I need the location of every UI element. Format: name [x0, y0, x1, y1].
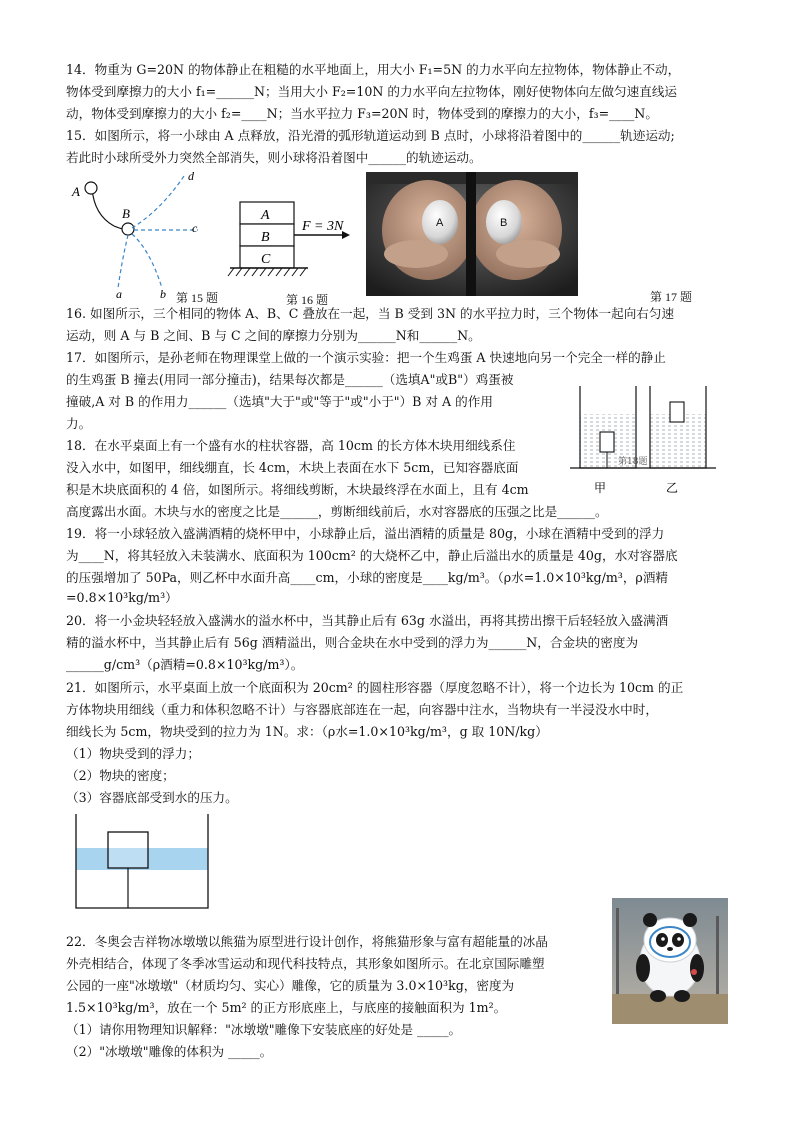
q22-sub-2: （2）"冰墩墩"雕像的体积为 _____。 — [66, 1044, 273, 1059]
q14-line-1: 14．物重为 G=20N 的物体静止在粗糙的水平地面上，用大小 F₁=5N 的力水平向左拉物体，物体静止不动， — [66, 62, 681, 77]
q16-line-2: 运动，则 A 与 B 之间、B 与 C 之间的摩擦力分别为______N和______N。 — [66, 328, 481, 343]
q19-line-4: =0.8×10³kg/m³） — [66, 590, 178, 605]
fig15-label-B: B — [122, 206, 130, 221]
q20-line-1: 20．将一小金块轻轻放入盛满水的溢水杯中，当其静止后有 63g 水溢出，再将其捞出擦干后轻轻放入盛满酒 — [66, 613, 669, 628]
fig17-egg-A-label: A — [436, 217, 444, 229]
fig16-block-A: A — [261, 208, 270, 223]
fig17-egg-B-label: B — [500, 217, 508, 229]
fig18-label-yi: 乙 — [666, 481, 679, 495]
q21-line-1: 21．如图所示，水平桌面上放一个底面积为 20cm² 的圆柱形容器（厚度忽略不计），将一个边长为 10cm 的正 — [66, 680, 684, 695]
q17-line-1: 17．如图所示，是孙老师在物理课堂上做的一个演示实验：把一个生鸡蛋 A 快速地向另一个完全一样的静止 — [66, 350, 666, 365]
q17-line-2: 的生鸡蛋 B 撞去(用同一部分撞击)，结果每次都是______（选填A"或B"）鸡蛋被 — [66, 372, 514, 387]
q22-line-4: 1.5×10³kg/m³，放在一个 5m² 的正方形底座上，与底座的接触面积为 1m²。 — [66, 1000, 507, 1015]
q18-line-4: 高度露出水面。木块与水的密度之比是______，剪断细线前后，水对容器底的压强之比是______。 — [66, 504, 608, 519]
fig15-trajectory-diagram — [66, 170, 226, 305]
q18-line-3: 积是木块底面积的 4 倍，如图所示。将细线剪断，木块最终浮在水面上，且有 4cm — [66, 482, 529, 497]
fig15-label-A: A — [72, 184, 80, 199]
q21-line-3: 细线长为 5cm，物块受到的拉力为 1N。求：（ρ水=1.0×10³kg/m³，g 取 10N/kg） — [66, 724, 548, 739]
q19-line-1: 19．将一小球轻放入盛满酒精的烧杯甲中，小球静止后，溢出酒精的质量是 80g，小球在酒精中受到的浮力 — [66, 526, 665, 541]
q18-line-1: 18．在水平桌面上有一个盛有水的柱状容器，高 10cm 的长方体木块用细线系住 — [66, 438, 516, 453]
q21-sub-2: （2）物块的密度； — [66, 768, 175, 783]
q19-line-2: 为____N，将其轻放入未装满水、底面积为 100cm² 的大烧杯乙中，静止后溢出水的质量是 40g，水对容器底 — [66, 548, 678, 563]
fig16-stacked-blocks-diagram — [224, 196, 364, 294]
q18-line-2: 没入水中，如图甲，细线绷直，长 4cm，木块上表面在水下 5cm，已知容器底面 — [66, 460, 519, 475]
q22-line-1: 22．冬奥会吉祥物冰墩墩以熊猫为原型进行设计创作，将熊猫形象与富有超能量的冰晶 — [66, 934, 548, 949]
q15-line-2: 若此时小球所受外力突然全部消失，则小球将沿着图中______的轨迹运动。 — [66, 150, 482, 165]
q22-line-3: 公园的一座"冰墩墩"（材质均匀、实心）雕像，它的质量为 3.0×10³kg，密度为 — [66, 978, 515, 993]
fig21-cube-in-container-diagram — [72, 810, 212, 912]
q20-line-3: ______g/cm³（ρ酒精=0.8×10³kg/m³）。 — [66, 657, 304, 672]
fig17-egg-collision-photo — [366, 172, 578, 296]
q22-sub-1: （1）请你用物理知识解释："冰墩墩"雕像下安装底座的好处是 _____。 — [66, 1022, 462, 1037]
fig16-force-label: F = 3N — [302, 219, 344, 234]
q15-line-1: 15．如图所示，将一小球由 A 点释放，沿光滑的弧形轨道运动到 B 点时，小球将沿着图中的______轨迹运动; — [66, 128, 675, 143]
fig22-mascot-sculpture-photo — [612, 898, 728, 1024]
fig16-block-B: B — [261, 230, 270, 245]
q22-line-2: 外壳相结合，体现了冬季冰雪运动和现代科技特点，其形象如图所示。在北京国际雕塑 — [66, 956, 545, 971]
fig16-caption: 第 16 题 — [286, 293, 329, 307]
q20-line-2: 精的溢水杯中，当其静止后有 56g 酒精溢出，则合金块在水中受到的浮力为______N，合金块的密度为 — [66, 635, 639, 650]
fig16-block-C: C — [261, 252, 271, 267]
q17-line-4: 力。 — [66, 416, 92, 431]
fig15-label-d: d — [188, 170, 194, 183]
fig18-container-diagram — [566, 384, 726, 502]
q21-sub-1: （1）物块受到的浮力； — [66, 746, 200, 761]
q14-line-3: 动，物体受到摩擦力的大小 f₂=____N；当水平拉力 F₃=20N 时，物体受到的摩擦力的大小，f₃=____N。 — [66, 106, 658, 121]
fig18-label-jia: 甲 — [594, 481, 607, 495]
fig15-label-b: b — [160, 287, 166, 301]
fig17-caption: 第 17 题 — [650, 290, 693, 304]
fig18-overlap-caption: 第18题 — [618, 457, 648, 467]
q16-line-1: 16. 如图所示，三个相同的物体 A、B、C 叠放在一起，当 B 受到 3N 的水平拉力时，三个物体一起向右匀速 — [66, 306, 675, 321]
fig15-caption: 第 15 题 — [176, 291, 219, 305]
q19-line-3: 的压强增加了 50Pa，则乙杯中水面升高____cm，小球的密度是____kg/m³。（ρ水=1.0×10³kg/m³，ρ酒精 — [66, 570, 669, 585]
q14-line-2: 物体受到摩擦力的大小 f₁=______N；当用大小 F₂=10N 的力水平向左拉物体，刚好使物体向左做匀速直线运 — [66, 84, 678, 99]
q17-line-3: 撞破,A 对 B 的作用力______（选填"大于"或"等于"或"小于"）B 对 A 的作用 — [66, 394, 493, 409]
fig15-label-c: c — [192, 221, 198, 235]
fig15-label-a: a — [116, 287, 122, 301]
q21-line-2: 方体物块用细线（重力和体积忽略不计）与容器底部连在一起，向容器中注水，当物块有一半浸没水中时， — [66, 702, 658, 717]
q21-sub-3: （3）容器底部受到水的压力。 — [66, 790, 238, 805]
